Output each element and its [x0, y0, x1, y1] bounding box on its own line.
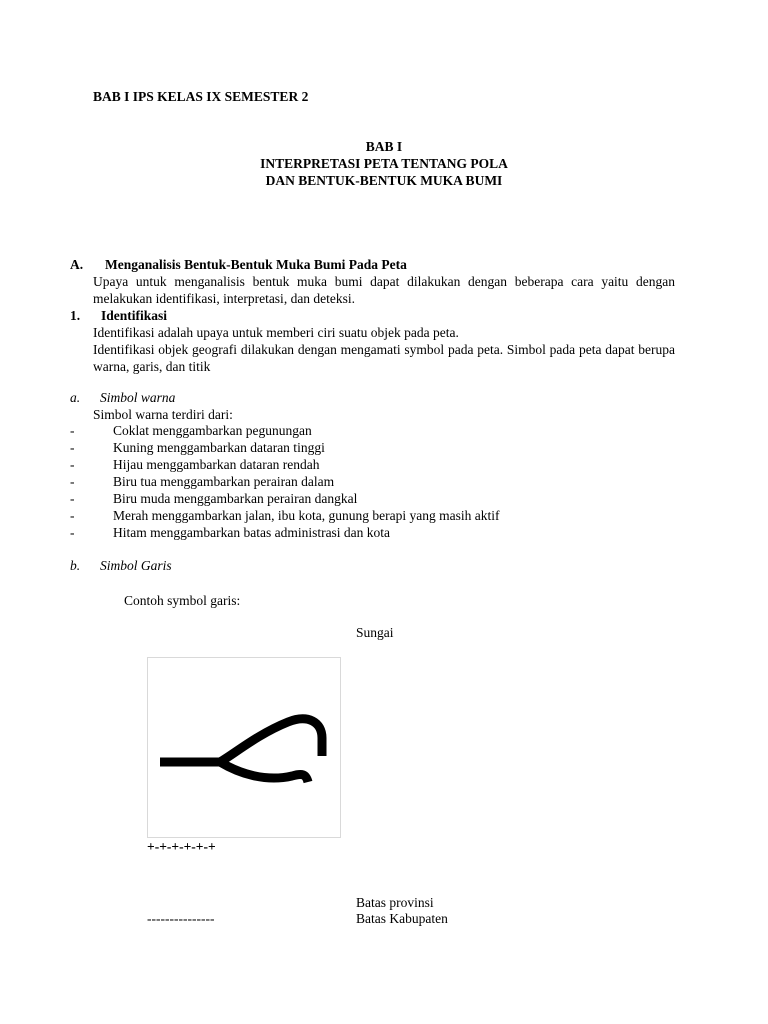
- list-bullet: -: [70, 474, 75, 489]
- sungai-label: Sungai: [356, 625, 394, 640]
- list-bullet: -: [70, 440, 75, 455]
- kabupaten-boundary-symbol: ---------------: [147, 911, 215, 926]
- river-symbol-figure: [147, 657, 341, 838]
- section-a-paragraph: Upaya untuk menganalisis bentuk muka bumi dapat dilakukan dengan beberapa cara yaitu dengan melakukan identifikasi, interpretasi, dan deteksi.: [93, 274, 675, 306]
- list-bullet: -: [70, 457, 75, 472]
- section-a-number: A.: [70, 257, 84, 272]
- list-bullet: -: [70, 491, 75, 506]
- item-b-intro: Contoh symbol garis:: [124, 593, 241, 608]
- item-b-letter: b.: [70, 558, 81, 573]
- section-a-heading: Menganalisis Bentuk-Bentuk Muka Bumi Pada Peta: [105, 257, 407, 272]
- list-item-text: Biru tua menggambarkan perairan dalam: [113, 474, 335, 489]
- province-boundary-label: Batas provinsi: [356, 895, 434, 910]
- item-b-heading: Simbol Garis: [100, 558, 172, 573]
- list-item-text: Merah menggambarkan jalan, ibu kota, gunung berapi yang masih aktif: [113, 508, 500, 523]
- chapter-label: BAB I: [365, 139, 403, 154]
- subsection-1-heading: Identifikasi: [101, 308, 168, 323]
- item-a-letter: a.: [70, 390, 81, 405]
- item-a-intro: Simbol warna terdiri dari:: [93, 407, 233, 422]
- kabupaten-boundary-label: Batas Kabupaten: [356, 911, 448, 926]
- subsection-1-definition: Identifikasi adalah upaya untuk memberi ciri suatu objek pada peta.: [93, 325, 459, 340]
- list-item-text: Kuning menggambarkan dataran tinggi: [113, 440, 325, 455]
- subsection-1-paragraph: Identifikasi objek geografi dilakukan dengan mengamati symbol pada peta. Simbol pada peta dapat berupa warna, garis, dan titik: [93, 342, 675, 374]
- list-item-text: Coklat menggambarkan pegunungan: [113, 423, 312, 438]
- list-item-text: Hijau menggambarkan dataran rendah: [113, 457, 320, 472]
- list-bullet: -: [70, 525, 75, 540]
- list-item-text: Biru muda menggambarkan perairan dangkal: [113, 491, 358, 506]
- list-bullet: -: [70, 423, 75, 438]
- list-item-text: Hitam menggambarkan batas administrasi dan kota: [113, 525, 391, 540]
- document-header: BAB I IPS KELAS IX SEMESTER 2: [93, 89, 309, 104]
- chapter-title-line1: INTERPRETASI PETA TENTANG POLA: [260, 156, 508, 171]
- item-a-heading: Simbol warna: [100, 390, 176, 405]
- subsection-1-number: 1.: [70, 308, 81, 323]
- river-symbol-icon: [148, 658, 340, 837]
- list-bullet: -: [70, 508, 75, 523]
- province-boundary-symbol: +-+-+-+-+-+: [147, 839, 216, 854]
- chapter-title-line2: DAN BENTUK-BENTUK MUKA BUMI: [265, 173, 503, 188]
